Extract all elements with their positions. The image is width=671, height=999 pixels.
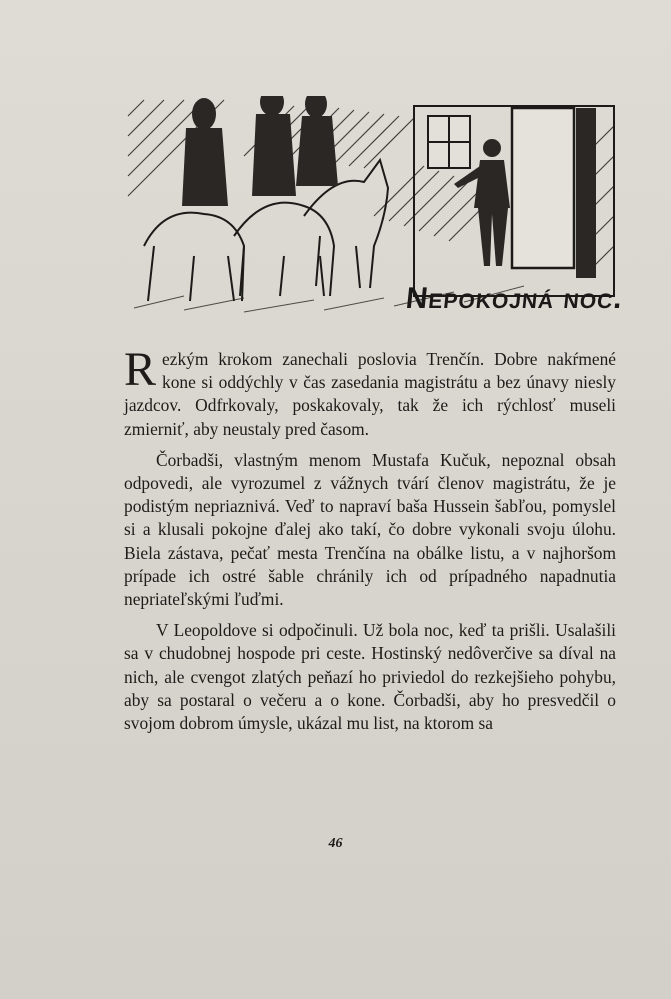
paragraph-1 — [124, 343, 616, 441]
body-text — [124, 343, 616, 743]
paragraph-3: V Leopoldove si odpočinuli. Už bola noc, keď ta prišli. Usalašili sa v chudobnej hospode pri ceste. Hostinský nedôverčive sa díval na nich, ale cvengot zlatých peňazí ho priviedol do rezkejšieho pohybu, aby sa postaral o večeru a o kone. Čorbadši, aby ho presvedčil o svojom dobrom úmysle, ukázal mu list, na ktorom sa — [124, 620, 616, 734]
chapter-title: Nepokojná noc. — [404, 282, 625, 315]
page-number: 46 — [328, 836, 343, 851]
paragraph-2: Čorbadši, vlastným menom Mustafa Kučuk, nepoznal obsah odpovedi, ale vyrozumel z vážnych tvárí členov magistrátu, že je podistým nepriaznivá. Veď to napraví baša Hussein šabľou, pomyslel si a klusali pokojne ďalej ako takí, čo dobre vykonali svoju úlohu. Biela zástava, pečať mesta Trenčína na obálke listu, a v najhoršom prípade ich ostré šable chránily ich od prípadného napadnutia nepriateľskými ľuďmi. — [124, 449, 616, 610]
drop-cap: R — [124, 343, 157, 396]
paragraph-1-text: ezkým krokom zanechali poslovia Trenčín. Dobre nakŕmené kone si oddýchly v čas zasedania magistrátu a bez únavy niesly jazdcov. Odfrkovaly, poskakovaly, tak že ich rýchlosť museli zmierniť, aby neustaly pred časom. — [124, 349, 616, 439]
